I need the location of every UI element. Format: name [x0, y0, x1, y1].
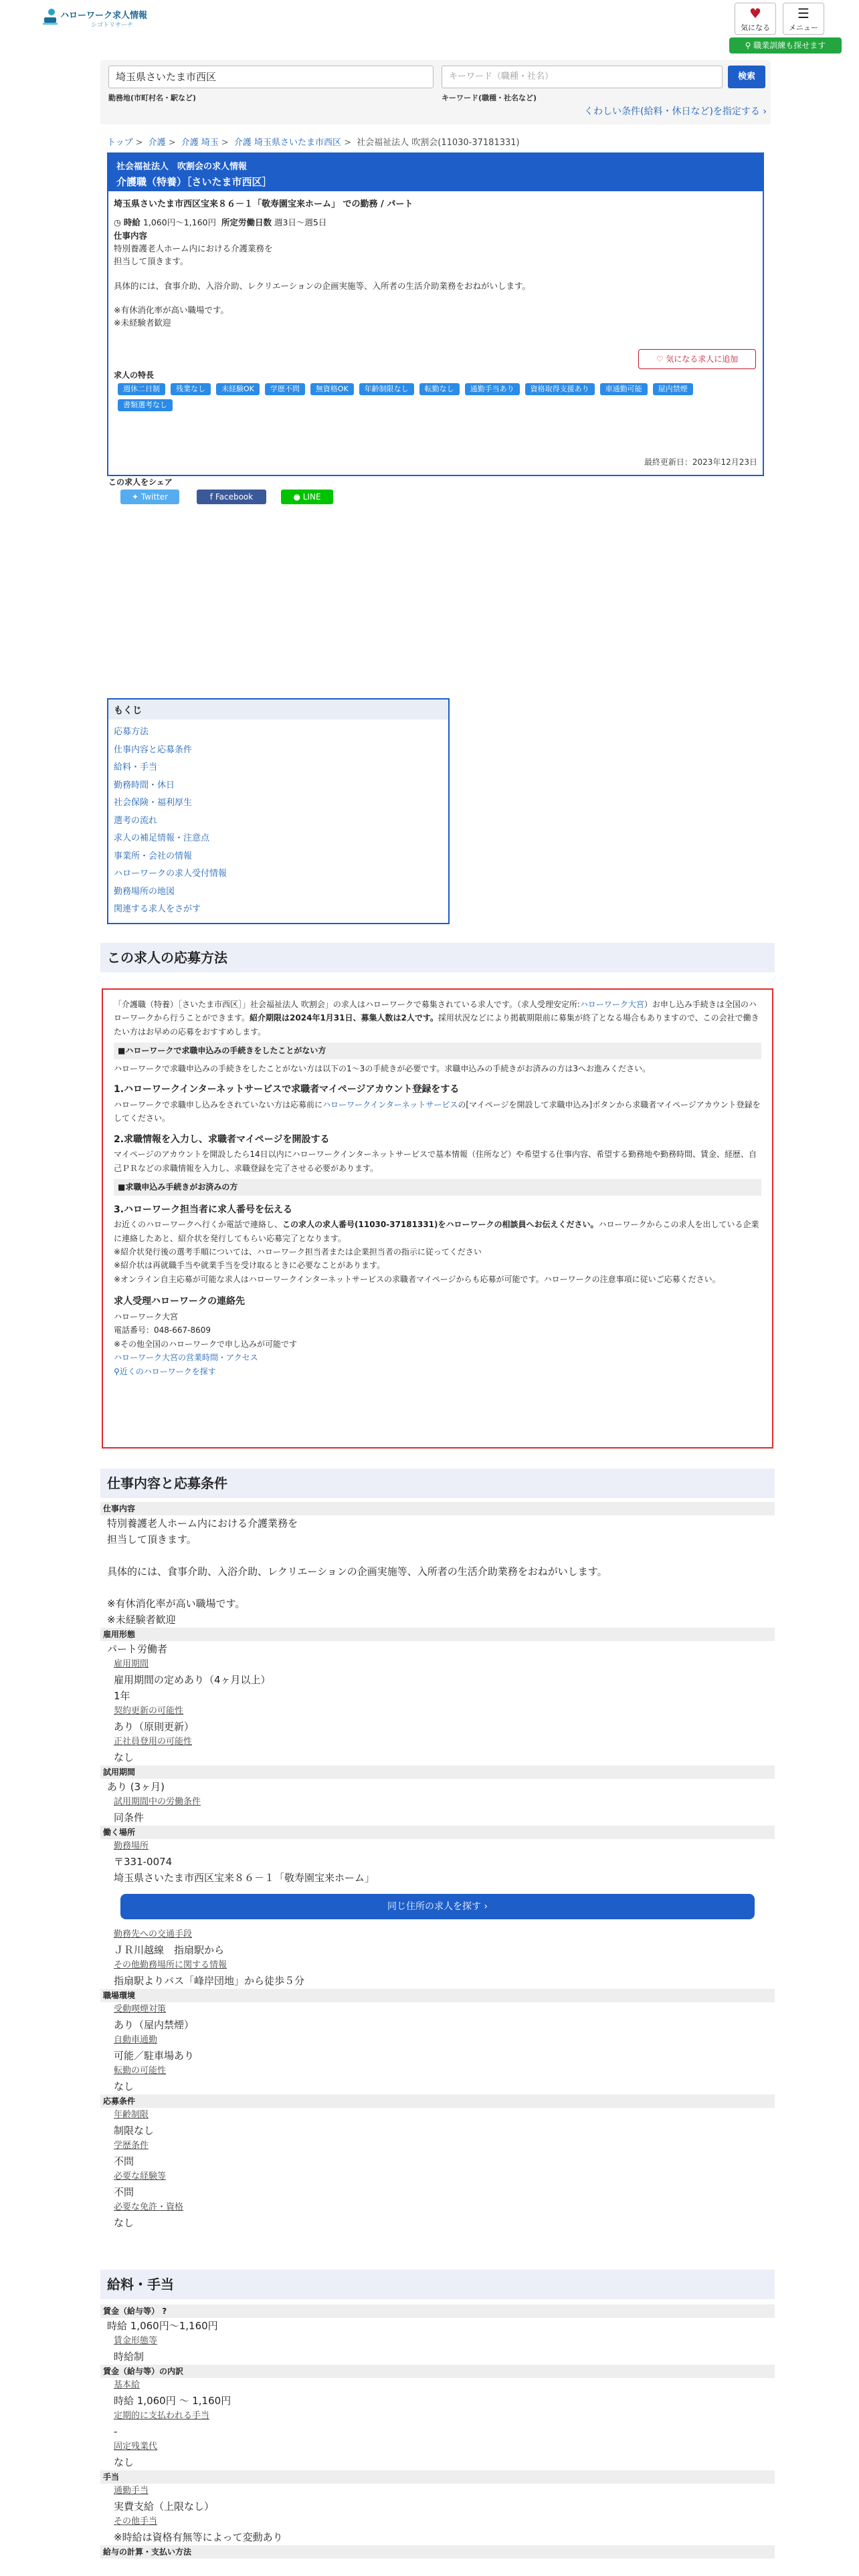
job-desc-line: ※有休消化率が高い職場です。 — [114, 305, 229, 316]
toc-item[interactable]: ハローワークの求人受付情報 — [114, 869, 227, 879]
sub-label: 正社員登用の可能性 — [114, 1737, 193, 1747]
sub-value: ※時給は資格有無等によって変動あり — [114, 2531, 283, 2543]
apply-text — [114, 1098, 761, 1125]
sub-label: 必要な免許・資格 — [114, 2202, 184, 2212]
apply-subheading: ■ハローワークで求職申込みの手続きをしたことがない方 — [114, 1043, 761, 1059]
sub-value: なし — [114, 1751, 134, 1763]
breadcrumb-top[interactable]: トップ — [107, 138, 133, 148]
toc-item[interactable]: 給料・手当 — [114, 762, 158, 772]
site-header — [0, 0, 859, 55]
twitter-label: Twitter — [140, 492, 169, 502]
wage-value: 時給 1,060円〜1,160円 — [107, 2320, 218, 2332]
facebook-icon: f — [209, 492, 213, 502]
same-address-search-button[interactable] — [120, 1894, 755, 1919]
job-description — [114, 243, 757, 330]
breadcrumb-separator: > — [168, 138, 176, 148]
toc-item[interactable]: 応募方法 — [114, 727, 149, 737]
same-address-label: 同じ住所の求人を探す — [387, 1901, 481, 1912]
line-label: LINE — [302, 492, 321, 502]
logo-subtitle: シゴトリサーチ — [91, 22, 133, 29]
work-line: 担当して頂きます。 — [107, 1533, 197, 1545]
favorites-button[interactable] — [735, 3, 776, 35]
days-value: 週3日〜週5日 — [274, 217, 327, 227]
feature-tag: 屋内禁煙 — [653, 383, 693, 395]
wages-heading: 給料・手当 — [100, 2270, 775, 2299]
apply-text: マイページのアカウントを開設したら14日以内にハローワークインターネットサービスで基本情報（住所など）や希望する仕事内容、希望する勤務地や勤務時間、賃金、経歴、自己ＰＲなどの求職情報を入力し、求職登録を完了させる必要があります。 — [114, 1150, 757, 1173]
conditions-table — [100, 1502, 775, 2231]
sub-label: 契約更新の可能性 — [114, 1706, 184, 1716]
employment-type: パート労働者 — [107, 1643, 168, 1655]
work-line: 特別養護老人ホーム内における介護業務を — [107, 1517, 298, 1529]
job-card-body — [108, 191, 763, 502]
breadcrumb-current: 社会福祉法人 吹割会(11030-37181331) — [357, 138, 520, 148]
row-label: 賃金（給与等）の内訳 — [100, 2365, 775, 2378]
sub-value: ＪＲ川越線 指扇駅から — [114, 1944, 225, 1956]
toc-item[interactable]: 関連する求人をさがす — [114, 904, 201, 914]
sub-value: 指扇駅よりバス「峰岸団地」から徒歩５分 — [114, 1975, 305, 1987]
apply-step-1: 1.ハローワークインターネットサービスで求職者マイページアカウント登録をする — [114, 1083, 460, 1095]
office-hours-link[interactable]: ハローワーク大宮の営業時間・アクセス — [114, 1353, 258, 1363]
sub-label: 勤務場所 — [114, 1841, 149, 1851]
facebook-label: Facebook — [215, 492, 254, 502]
days-label: 所定労働日数 — [221, 217, 272, 227]
row-label: 仕事内容 — [100, 1502, 775, 1515]
apply-step-3: 3.ハローワーク担当者に求人番号を伝える — [114, 1204, 293, 1215]
row-label: 応募条件 — [100, 2095, 775, 2108]
trial-value: あり (3ヶ月) — [107, 1781, 165, 1793]
menu-label: メニュー — [789, 23, 818, 32]
apply-subheading: ■求職申込み手続きがお済みの方 — [114, 1179, 761, 1195]
sub-label: その他手当 — [114, 2516, 158, 2527]
feature-tag: 通勤手当あり — [465, 383, 520, 395]
sub-value: 不問 — [114, 2155, 134, 2167]
help-icon[interactable]: ? — [162, 2306, 167, 2316]
line-share-button[interactable] — [281, 490, 333, 504]
location-hint: 勤務地(市町村名・駅など) — [108, 94, 197, 102]
apply-step-2: 2.求職情報を入力し、求職者マイページを開設する — [114, 1134, 330, 1145]
sub-label: 賃金形態等 — [114, 2336, 158, 2346]
apply-intro-text: 採用状況などにより掲載期限前に募集が終了となる場合もありますので、この会社で働きたい方はお早めの応募をおすすめします。 — [114, 1013, 759, 1037]
sub-label: 基本給 — [114, 2380, 140, 2390]
apply-instructions — [102, 988, 773, 1448]
work-line — [107, 1547, 775, 1564]
breadcrumb-care-saitama[interactable]: 介護 埼玉 — [181, 138, 219, 148]
sub-label: 年齢制限 — [114, 2110, 149, 2120]
heart-outline-icon: ♡ — [656, 354, 664, 364]
apply-intro — [114, 998, 761, 1039]
sub-label: 雇用期間 — [114, 1659, 149, 1669]
office-link[interactable]: ハローワーク大宮 — [579, 1000, 644, 1009]
breadcrumb-care[interactable]: 介護 — [148, 138, 166, 148]
clock-icon: ◷ — [114, 217, 121, 227]
conditions-heading: 仕事内容と応募条件 — [100, 1469, 775, 1498]
feature-tags — [118, 383, 747, 415]
sub-label: 試用期間中の労働条件 — [114, 1797, 201, 1807]
nearby-office-link[interactable] — [114, 1367, 216, 1376]
line-icon: ● — [293, 492, 300, 502]
row-label: 働く場所 — [100, 1826, 775, 1839]
work-line — [107, 1580, 775, 1596]
job-number-note: この求人の求人番号(11030-37181331)をハローワークの相談員へお伝えください。 — [282, 1220, 599, 1230]
apply-heading: この求人の応募方法 — [100, 943, 775, 972]
toc-item[interactable]: 事業所・会社の情報 — [114, 851, 193, 861]
keyword-hint: キーワード(職種・社名など) — [442, 94, 537, 102]
nearby-office-label: 近くのハローワークを探す — [119, 1366, 216, 1376]
apply-intro-text: 「介護職（特養）［さいたま市西区］」社会福祉法人 吹割会」の求人はハローワークで募集されている求人です。（求人受理安定所: — [114, 1000, 580, 1009]
sub-label: 固定残業代 — [114, 2442, 158, 2452]
feature-tag: 書類選考なし — [118, 399, 173, 411]
toc-item[interactable]: 勤務時間・休日 — [114, 780, 175, 790]
feature-tag: 週休二日制 — [118, 383, 165, 395]
contact-office: ハローワーク大宮 — [114, 1312, 179, 1322]
job-desc-line — [114, 268, 757, 280]
sub-value: 時給 1,060円 〜 1,160円 — [114, 2395, 231, 2407]
sub-label: 自動車通勤 — [114, 2035, 158, 2045]
toc-item[interactable]: 選考の流れ — [114, 815, 158, 826]
sub-value: 同条件 — [114, 1812, 145, 1824]
heart-icon: ♥ — [749, 5, 761, 21]
sub-label: その他勤務場所に関する情報 — [114, 1960, 227, 1970]
row-label: 給与の計算・支払い方法 — [100, 2545, 775, 2559]
toc-list — [108, 720, 448, 923]
logo-mark-icon — [41, 7, 59, 25]
tags-label: 求人の特長 — [114, 370, 155, 380]
sub-value: 制限なし — [114, 2125, 155, 2137]
breadcrumb-separator: > — [221, 138, 229, 148]
sub-label: 学歴条件 — [114, 2141, 149, 2151]
wage-value: 1,060円〜1,160円 — [142, 217, 216, 227]
apply-deadline: 紹介期限は2024年1月31日、募集人数は2人です。 — [250, 1013, 438, 1023]
sub-label: 受動喫煙対策 — [114, 2004, 167, 2014]
wage-label: 時給 — [123, 217, 140, 227]
row-label: 手当 — [100, 2470, 775, 2484]
wage-row-label: 賃金（給与等） — [103, 2306, 160, 2316]
apply-text — [114, 1218, 761, 1245]
work-address: 埼玉県さいたま市西区宝来８６－１「敬寿園宝来ホーム」 — [114, 1872, 375, 1884]
sub-label: 転勤の可能性 — [114, 2066, 167, 2076]
apply-note: ※オンライン自主応募が可能な求人はハローワークインターネットサービスの求職者マイページからも応募が可能です。ハローワークの注意事項に従いご応募ください。 — [114, 1274, 721, 1284]
zip-code: 〒331-0074 — [114, 1856, 173, 1868]
row-label: 試用期間 — [100, 1765, 775, 1779]
work-line: ※未経験者歓迎 — [107, 1614, 176, 1626]
add-favorite-button[interactable] — [638, 349, 756, 369]
job-title: 介護職（特養）［さいたま市西区］ — [116, 176, 272, 188]
apply-text-part: の[マイページを開設して求職申込み]ボタンから求職者マイページアカウント登録をしてください。 — [114, 1099, 761, 1123]
feature-tag: 年齢制限なし — [359, 383, 414, 395]
job-summary-card — [107, 152, 764, 502]
keyword-input[interactable]: キーワード（職種・社名） — [442, 66, 723, 88]
detail-search-label: くわしい条件(給料・休日など)を指定する — [584, 106, 760, 117]
site-logo[interactable] — [41, 5, 149, 32]
sub-value: なし — [114, 2217, 134, 2229]
sub-value: なし — [114, 2080, 134, 2092]
feature-tag: 無資格OK — [310, 383, 354, 395]
sub-label: 必要な経験等 — [114, 2171, 167, 2181]
job-desc-line — [114, 292, 757, 304]
search-icon: ⚲ — [114, 1366, 120, 1376]
sub-value: 実費支給（上限なし） — [114, 2500, 215, 2512]
breadcrumb-separator: > — [344, 138, 351, 148]
training-label: 職業訓練も探せます — [753, 41, 826, 50]
internet-service-link[interactable]: ハローワークインターネットサービス — [322, 1099, 458, 1109]
menu-button[interactable] — [783, 3, 824, 35]
job-subtitle: 埼玉県さいたま市西区宝来８６－１「敬寿園宝来ホーム」 での勤務 / パート — [114, 199, 413, 209]
toc-item[interactable]: 勤務場所の地図 — [114, 886, 175, 897]
logo-title: ハローワーク求人情報 — [60, 11, 148, 21]
chevron-right-icon: › — [484, 1901, 488, 1912]
breadcrumb-care-nishiku[interactable]: 介護 埼玉県さいたま市西区 — [233, 138, 342, 148]
sub-value: 可能／駐車場あり — [114, 2050, 195, 2062]
work-line: ※有休消化率が高い職場です。 — [107, 1598, 246, 1610]
job-card-header — [108, 154, 763, 191]
detail-search-link[interactable] — [584, 104, 767, 118]
sub-label: 勤務先への交通手段 — [114, 1929, 193, 1939]
sub-value: なし — [114, 2456, 134, 2468]
table-of-contents — [107, 698, 450, 924]
sub-value: 不問 — [114, 2186, 134, 2198]
breadcrumb-separator: > — [135, 138, 143, 148]
feature-tag: 資格取得支援あり — [525, 383, 595, 395]
job-desc-line: 担当して頂きます。 — [114, 255, 189, 266]
search-button[interactable]: 検索 — [728, 66, 765, 88]
job-desc-label: 仕事内容 — [114, 231, 148, 241]
toc-item[interactable]: 仕事内容と応募条件 — [114, 744, 193, 755]
last-updated: 最終更新日：2023年12月23日 — [644, 457, 757, 467]
sub-value: あり（屋内禁煙） — [114, 2019, 195, 2031]
contact-title: 求人受理ハローワークの連絡先 — [114, 1296, 245, 1307]
contact-note: ※その他全国のハローワークで申し込みが可能です — [114, 1339, 298, 1349]
job-meta — [114, 217, 757, 229]
row-label — [100, 2304, 775, 2318]
toc-item[interactable]: 社会保険・福利厚生 — [114, 798, 193, 808]
sub-value: - — [114, 2426, 118, 2438]
hamburger-icon: ☰ — [797, 5, 809, 21]
sub-value: 雇用期間の定めあり（4ヶ月以上） — [114, 1674, 271, 1686]
location-input[interactable]: 埼玉県さいたま市西区 — [108, 66, 434, 88]
training-search-button[interactable] — [729, 37, 842, 53]
job-company: 社会福祉法人 吹割会の求人情報 — [116, 162, 248, 172]
job-desc-line: 特別養護老人ホーム内における介護業務を — [114, 243, 273, 253]
work-description — [100, 1515, 775, 1628]
row-label: 雇用形態 — [100, 1628, 775, 1641]
job-desc-line: ※未経験者歓迎 — [114, 318, 171, 328]
apply-text: ハローワークで求職申込みの手続きをしたことがない方は以下の1〜3の手続きが必要です。求職申込みの手続きがお済みの方は3へお進みください。 — [114, 1063, 650, 1073]
twitter-icon: ✦ — [131, 492, 138, 502]
apply-intro-text: ）お申し込み手続きは全国のハローワークから行うことができます。 — [114, 1000, 757, 1023]
toc-title: もくじ — [108, 700, 448, 720]
contact-tel: 電話番号：048-667-8609 — [114, 1325, 211, 1335]
feature-tag: 車通勤可能 — [600, 383, 648, 395]
apply-note: ※紹介状は再就職手当や就業手当を受け取るときに必要なことがあります。 — [114, 1261, 385, 1271]
apply-text-part: ハローワークで求職申し込みをされていない方は応募前に — [114, 1099, 323, 1109]
search-icon: ⚲ — [745, 41, 751, 50]
share-label: この求人をシェア — [108, 477, 173, 487]
sub-value: 1年 — [114, 1690, 130, 1702]
twitter-share-button[interactable] — [120, 490, 179, 504]
chevron-right-icon: › — [763, 106, 767, 117]
apply-text-part: お近くのハローワークへ行くか電話で連絡し、 — [114, 1220, 283, 1230]
job-desc-line: 具体的には、食事介助、入浴介助、レクリエーションの企画実施等、入所者の生活介助業務をおねがいします。 — [114, 280, 531, 291]
breadcrumb — [107, 135, 520, 148]
wages-table — [100, 2304, 775, 2559]
sub-value: 時給制 — [114, 2351, 145, 2363]
feature-tag: 学歴不問 — [265, 383, 305, 395]
feature-tag: 転勤なし — [419, 383, 460, 395]
facebook-share-button[interactable] — [197, 490, 266, 504]
sub-value: あり（原則更新） — [114, 1721, 195, 1733]
work-line: 具体的には、食事介助、入浴介助、レクリエーションの企画実施等、入所者の生活介助業務をおねがいします。 — [107, 1566, 607, 1578]
feature-tag: 残業なし — [171, 383, 211, 395]
sub-label: 通勤手当 — [114, 2486, 149, 2496]
apply-note: ※紹介状発行後の選考手順については、ハローワーク担当者または企業担当者の指示に従ってください — [114, 1247, 482, 1257]
favorites-label: 気になる — [741, 23, 770, 32]
add-favorite-label: 気になる求人に追加 — [666, 354, 739, 364]
toc-item[interactable]: 求人の補足情報・注意点 — [114, 833, 210, 843]
sub-label: 定期的に支払われる手当 — [114, 2411, 210, 2421]
search-panel — [100, 60, 771, 124]
feature-tag: 未経験OK — [216, 383, 260, 395]
row-label: 職場環境 — [100, 1989, 775, 2002]
apply-text-part: ハローワークからこの求人を出している企業に連絡したあと、紹介状を発行してもらい応募完了となります。 — [114, 1220, 759, 1243]
